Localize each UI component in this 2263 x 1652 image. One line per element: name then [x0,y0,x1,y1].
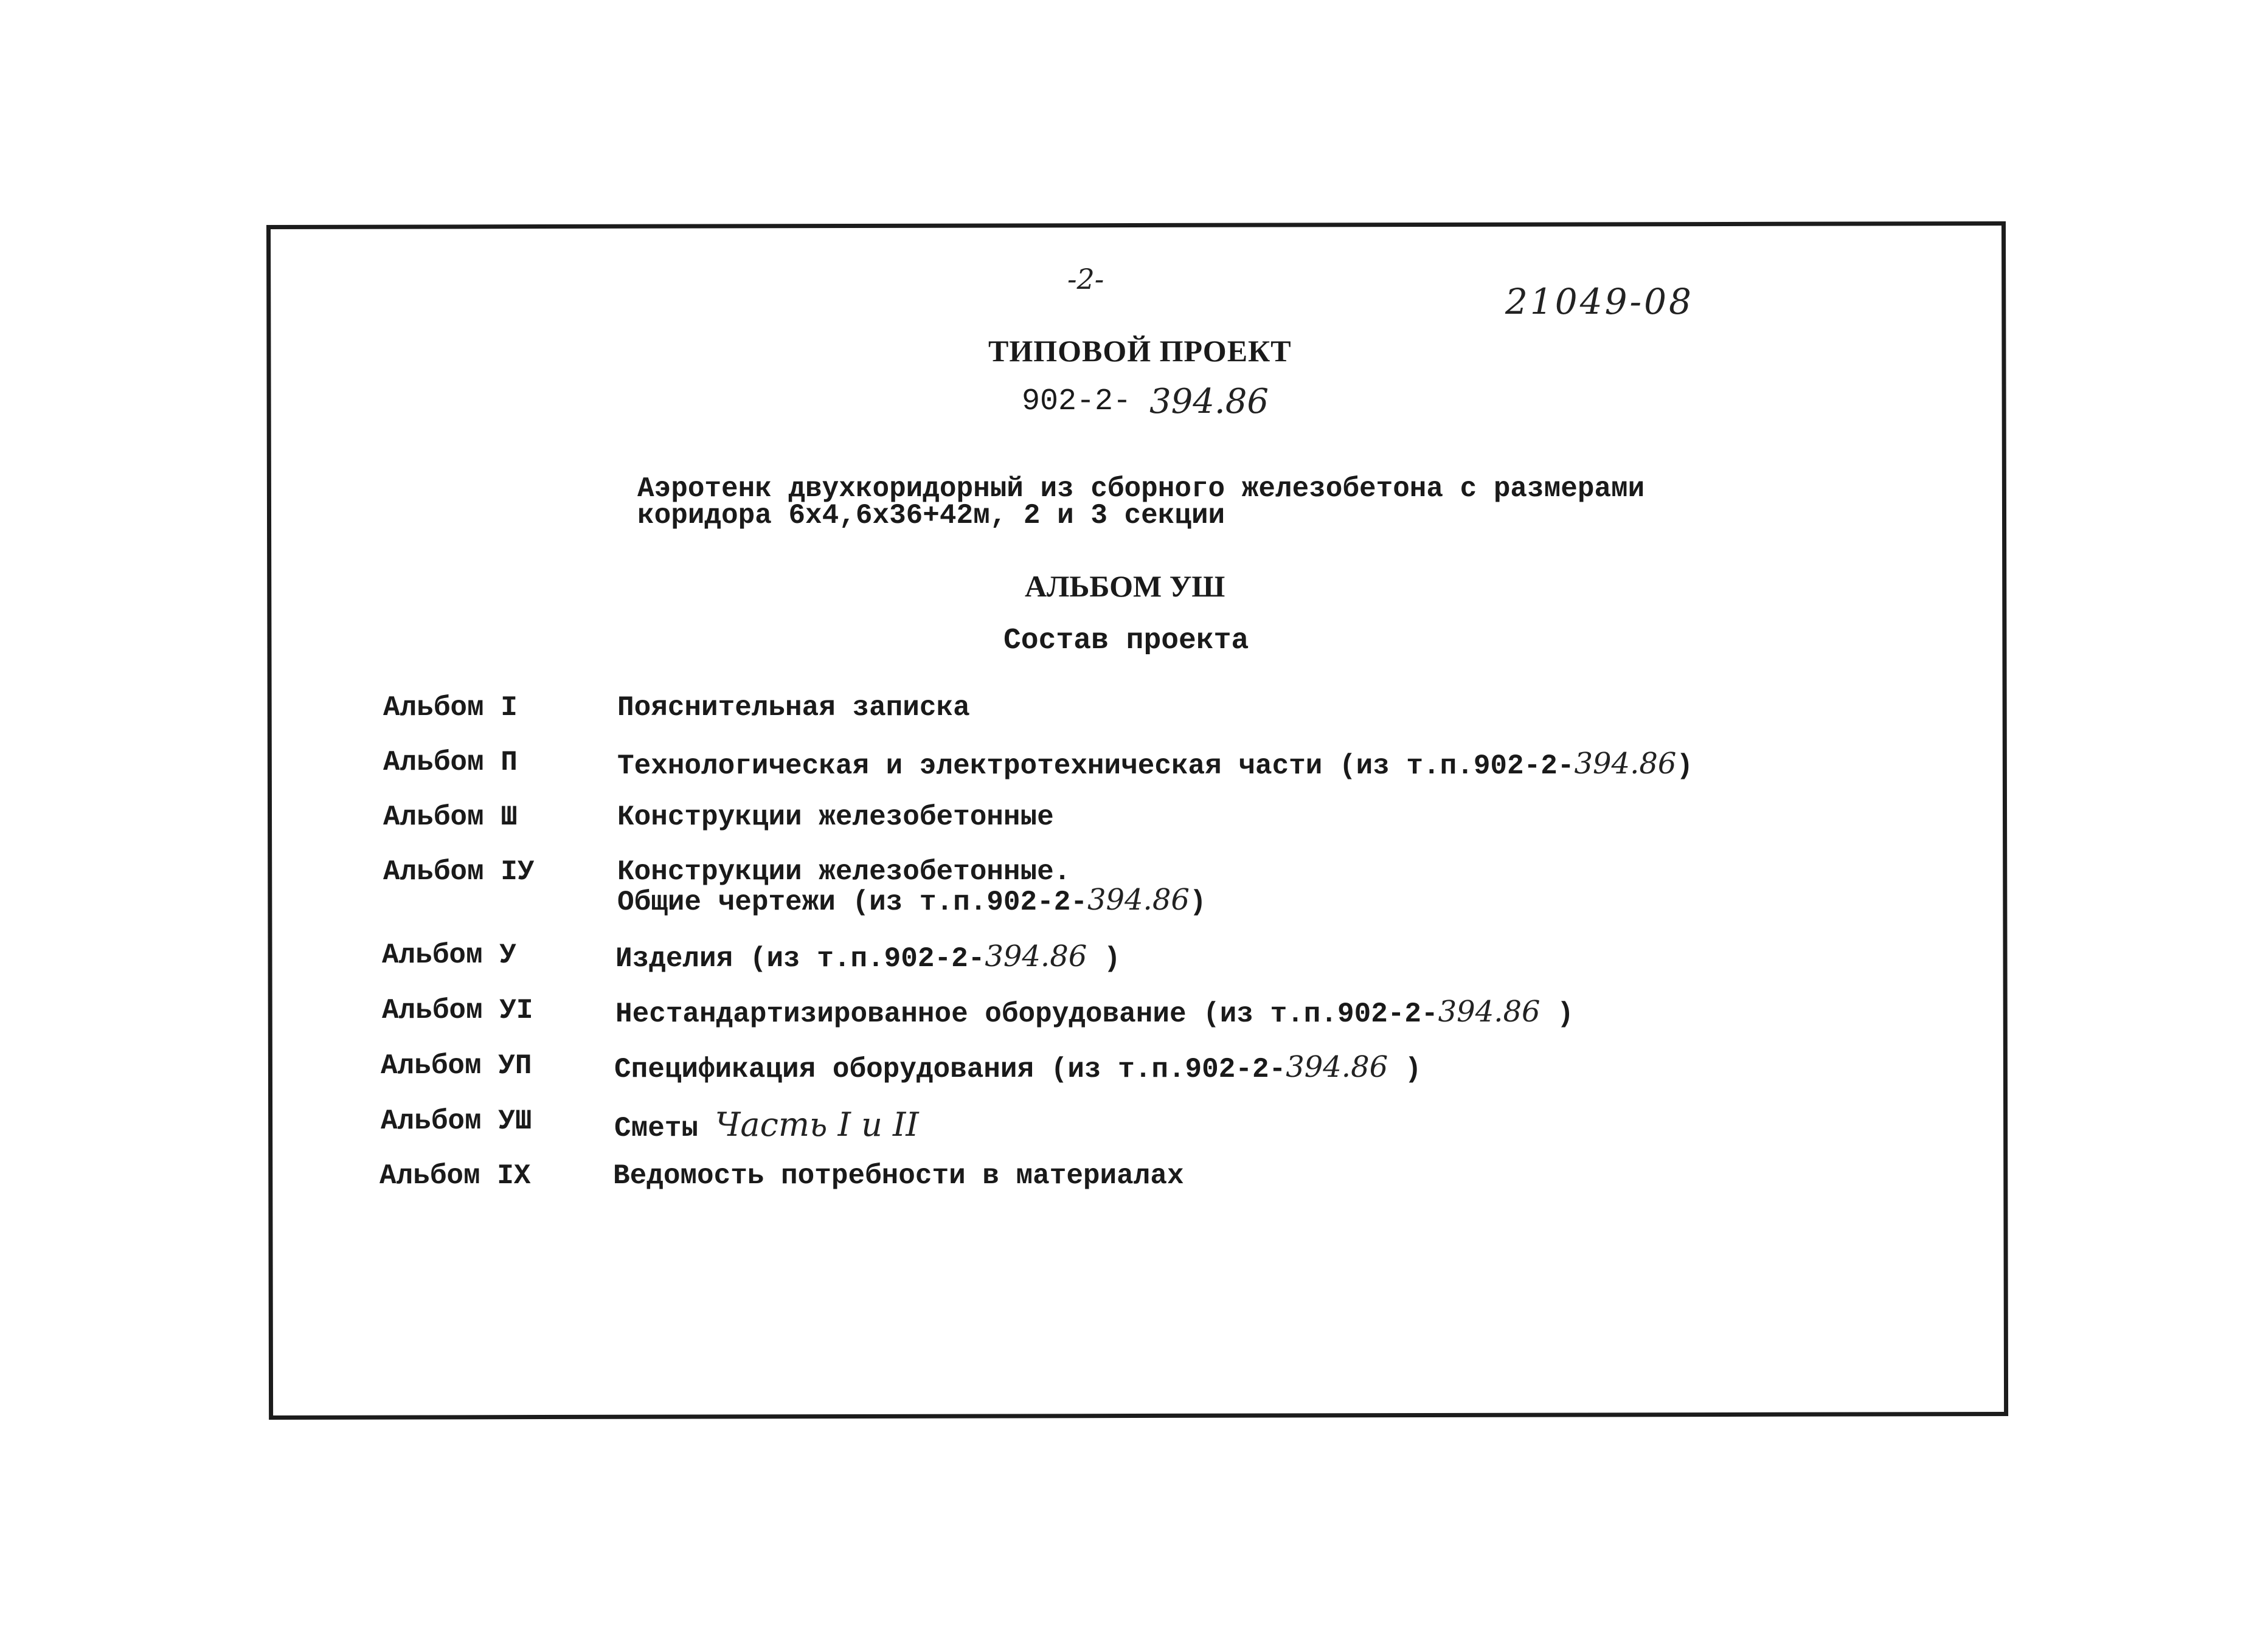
project-description-line2: коридора 6x4,6x36+42м, 2 и 3 секции [637,500,1225,531]
handwritten-number: 394.86 [985,939,1087,973]
album-description-tail: ) [1087,943,1121,975]
album-description-text: Конструкции железобетонные. [617,856,1071,888]
project-description-line1: Аэротенк двухкоридорный из сборного железобетона с размерами [637,473,1645,505]
album-description [617,747,1693,782]
album-description-text: Нестандартизированное оборудование (из т.п.902-2- [615,998,1438,1030]
album-heading: АЛЬБОМ УШ [1025,569,1225,603]
album-description [617,692,970,724]
document-code: 21049-08 [1505,281,1694,322]
album-description [615,995,1574,1030]
document-frame [266,221,2008,1420]
contents-title: Состав проекта [1003,624,1249,657]
album-label: Альбом УП [381,1050,532,1082]
album-description-tail: ) [1189,886,1207,918]
page-number: -2- [1067,263,1104,295]
album-description [614,1105,919,1144]
album-description [615,939,1120,975]
album-description-text: Технологическая и электротехническая части (из т.п.902-2- [617,750,1575,782]
album-label: Альбом Ш [383,801,518,833]
album-label: Альбом УI [382,995,533,1026]
album-label: Альбом IX [379,1160,531,1192]
handwritten-number: 394.86 [1087,883,1190,917]
album-description-tail: ) [1540,998,1574,1030]
album-description-text: Сметы [614,1113,715,1144]
album-description-text: Изделия (из т.п.902-2- [615,943,985,975]
handwritten-number: 394.86 [1438,995,1540,1029]
project-heading: ТИПОВОЙ ПРОЕКТ [988,334,1292,368]
handwritten-number: 394.86 [1286,1050,1388,1084]
album-description-text: Общие чертежи (из т.п.902-2- [617,886,1087,918]
album-description-text: Спецификация оборудования (из т.п.902-2- [614,1054,1286,1085]
album-description-text: Ведомость потребности в материалах [613,1160,1184,1192]
album-description-text: Пояснительная записка [617,692,970,724]
album-description [617,801,1054,833]
album-description [613,1160,1184,1192]
handwritten-note: Часть I и II [715,1105,919,1144]
album-description-tail: ) [1388,1054,1422,1085]
album-label: Альбом УШ [381,1105,532,1137]
handwritten-number: 394.86 [1574,747,1677,781]
album-description [614,1050,1421,1085]
album-label: Альбом IУ [383,856,535,888]
album-description-tail: ) [1676,750,1694,782]
album-description-text: Конструкции железобетонные [617,801,1054,833]
album-description-line2 [617,883,1207,918]
project-number-handwritten: 394.86 [1149,382,1269,421]
album-label: Альбом I [383,692,518,724]
project-number-prefix: 902-2- [1022,384,1132,419]
album-label: Альбом У [382,939,516,971]
album-label: Альбом П [383,747,518,778]
